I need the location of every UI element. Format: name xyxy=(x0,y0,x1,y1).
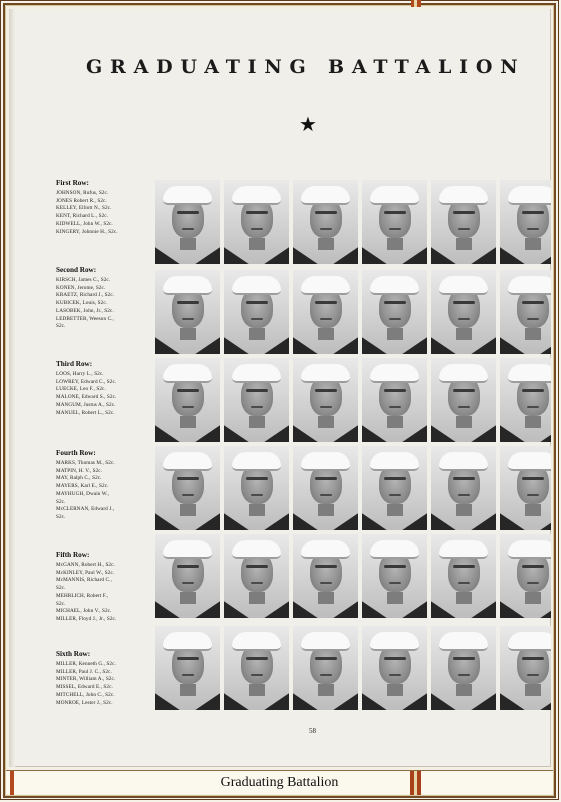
portrait-neck xyxy=(249,328,265,340)
portrait-neck xyxy=(387,684,403,696)
row-title: Second Row: xyxy=(56,266,97,274)
portrait-brow xyxy=(177,301,199,304)
portrait-hat xyxy=(301,364,350,383)
sailor-portrait-photo xyxy=(224,180,289,264)
portrait-mouth xyxy=(527,674,539,676)
row-title: Fourth Row: xyxy=(56,449,96,457)
sailor-portrait-photo xyxy=(155,358,220,442)
sailor-portrait-photo xyxy=(155,534,220,618)
portrait-mouth xyxy=(320,406,332,408)
portrait-brow xyxy=(246,389,268,392)
portrait-neck xyxy=(318,592,334,604)
sailor-portrait-photo xyxy=(431,626,496,710)
portrait-mouth xyxy=(182,582,194,584)
portrait-mouth xyxy=(251,674,263,676)
sailor-name: MATPIN, H. V., S2c. xyxy=(56,467,103,474)
portrait-brow xyxy=(315,477,337,480)
portrait-brow xyxy=(453,477,475,480)
portrait-hat xyxy=(439,452,488,471)
row-caption-block xyxy=(56,360,152,417)
sailor-portrait-photo xyxy=(293,180,358,264)
portrait-mouth xyxy=(458,582,470,584)
portrait-brow xyxy=(384,211,406,214)
row-caption-block xyxy=(56,266,152,331)
portrait-brow xyxy=(246,211,268,214)
portrait-mouth xyxy=(389,318,401,320)
portrait-neck xyxy=(387,416,403,428)
portrait-hat xyxy=(370,276,419,295)
portrait-brow xyxy=(177,657,199,660)
sailor-name: JOHNSON, Rufus, S2c. xyxy=(56,190,109,196)
sailor-portrait-photo xyxy=(431,446,496,530)
portrait-neck xyxy=(456,504,472,516)
portrait-neck xyxy=(180,592,196,604)
sailor-name: JONES Robert R., S2c. xyxy=(56,197,107,204)
portrait-neck xyxy=(249,416,265,428)
portrait-neck xyxy=(318,238,334,250)
portrait-neck xyxy=(180,416,196,428)
row-caption-block xyxy=(56,449,152,522)
portrait-hat xyxy=(163,452,212,471)
sailor-name: McGANN, Robert H., S2c. xyxy=(56,562,115,568)
portrait-mouth xyxy=(527,228,539,230)
sailor-name: MISSEL, Edward E., S2c. xyxy=(56,684,113,691)
sailor-name: MANUEL, Robert L., S2c. xyxy=(56,409,115,416)
sailor-name: MONROE, Lester J., S2c. xyxy=(56,699,113,706)
sailor-portrait-photo xyxy=(224,626,289,710)
portrait-brow xyxy=(246,565,268,568)
portrait-hat xyxy=(508,452,551,471)
row-title: First Row: xyxy=(56,179,89,187)
sailor-portrait-photo xyxy=(293,626,358,710)
sailor-name: KINGERY, Johnnie H., S2c. xyxy=(56,228,118,235)
row-caption-block xyxy=(56,179,152,236)
portrait-brow xyxy=(177,477,199,480)
portrait-neck xyxy=(318,328,334,340)
portrait-hat xyxy=(508,364,551,383)
sailor-name: MINTER, William A., S2c. xyxy=(56,676,116,683)
portrait-brow xyxy=(522,211,544,214)
portrait-mouth xyxy=(320,674,332,676)
portrait-neck xyxy=(180,238,196,250)
portrait-brow xyxy=(522,389,544,392)
portrait-neck xyxy=(318,416,334,428)
portrait-brow xyxy=(522,565,544,568)
portrait-brow xyxy=(177,565,199,568)
sailor-portrait-photo xyxy=(293,270,358,354)
sailor-portrait-photo xyxy=(500,180,551,264)
sailor-portrait-photo xyxy=(155,446,220,530)
portrait-mouth xyxy=(182,318,194,320)
portrait-hat xyxy=(163,186,212,205)
row-title: Third Row: xyxy=(56,360,93,368)
portrait-hat xyxy=(370,364,419,383)
portrait-neck xyxy=(249,238,265,250)
sailor-name: MAY, Ralph C., S2c. xyxy=(56,475,102,482)
portrait-hat xyxy=(301,276,350,295)
portrait-mouth xyxy=(251,228,263,230)
sailor-name: KELLEY, Elliott N., S2c. xyxy=(56,205,112,212)
portrait-mouth xyxy=(251,406,263,408)
sailor-portrait-photo xyxy=(224,358,289,442)
portrait-mouth xyxy=(320,582,332,584)
portrait-mouth xyxy=(389,406,401,408)
portrait-mouth xyxy=(251,494,263,496)
portrait-brow xyxy=(384,477,406,480)
portrait-mouth xyxy=(320,494,332,496)
portrait-mouth xyxy=(527,494,539,496)
portrait-neck xyxy=(525,238,541,250)
portrait-neck xyxy=(249,504,265,516)
sailor-name: LEDBETTER, Weeson C., xyxy=(56,315,114,322)
portrait-photo-grid xyxy=(155,180,551,710)
portrait-hat xyxy=(163,632,212,651)
sailor-name: KENT, Richard L., S2c. xyxy=(56,213,109,220)
portrait-brow xyxy=(177,211,199,214)
sailor-portrait-photo xyxy=(224,446,289,530)
portrait-hat xyxy=(508,632,551,651)
portrait-hat xyxy=(301,452,350,471)
sailor-name: KIRSCH, James C., S2c. xyxy=(56,277,111,283)
portrait-brow xyxy=(246,477,268,480)
portrait-hat xyxy=(508,186,551,205)
portrait-hat xyxy=(370,540,419,559)
sailor-name: S2c. xyxy=(56,585,66,592)
portrait-hat xyxy=(370,632,419,651)
portrait-hat xyxy=(508,540,551,559)
portrait-mouth xyxy=(251,318,263,320)
portrait-mouth xyxy=(527,318,539,320)
sailor-portrait-photo xyxy=(431,534,496,618)
portrait-hat xyxy=(370,452,419,471)
portrait-brow xyxy=(384,389,406,392)
portrait-hat xyxy=(439,632,488,651)
sailor-name: MILLER, Floyd J., Jr., S2c. xyxy=(56,615,117,622)
portrait-hat xyxy=(163,276,212,295)
sailor-name: LASOBEK, John, Jr., S2c. xyxy=(56,307,114,314)
sailor-name: MARKS, Thomas M., S2c. xyxy=(56,460,115,466)
portrait-hat xyxy=(439,186,488,205)
portrait-mouth xyxy=(389,494,401,496)
sailor-portrait-photo xyxy=(362,270,427,354)
portrait-neck xyxy=(525,592,541,604)
sailor-portrait-photo xyxy=(362,180,427,264)
portrait-mouth xyxy=(320,318,332,320)
portrait-hat xyxy=(232,632,281,651)
portrait-mouth xyxy=(458,318,470,320)
portrait-brow xyxy=(384,657,406,660)
portrait-brow xyxy=(315,301,337,304)
portrait-mouth xyxy=(389,228,401,230)
sailor-portrait-photo xyxy=(431,358,496,442)
portrait-brow xyxy=(246,657,268,660)
portrait-mouth xyxy=(458,674,470,676)
portrait-brow xyxy=(522,477,544,480)
portrait-hat xyxy=(301,632,350,651)
sailor-portrait-photo xyxy=(224,534,289,618)
portrait-brow xyxy=(453,211,475,214)
sailor-name: MALONE, Edward S., S2c. xyxy=(56,394,117,401)
portrait-hat xyxy=(163,364,212,383)
caption-bar xyxy=(6,770,553,794)
sailor-portrait-photo xyxy=(500,270,551,354)
portrait-hat xyxy=(370,186,419,205)
row-title: Fifth Row: xyxy=(56,551,90,559)
portrait-mouth xyxy=(320,228,332,230)
sailor-name: KRAETZ, Richard J., S2c. xyxy=(56,292,115,299)
sailor-name: MICHAEL, John V., S2c. xyxy=(56,608,112,615)
sailor-portrait-photo xyxy=(500,534,551,618)
portrait-hat xyxy=(439,540,488,559)
portrait-neck xyxy=(525,328,541,340)
portrait-neck xyxy=(525,684,541,696)
sailor-portrait-photo xyxy=(500,446,551,530)
portrait-hat xyxy=(232,452,281,471)
caption-right-accent xyxy=(410,771,421,795)
portrait-neck xyxy=(387,592,403,604)
sailor-name: LOWREY, Edward C., S2c. xyxy=(56,378,117,385)
portrait-hat xyxy=(232,540,281,559)
portrait-neck xyxy=(180,504,196,516)
portrait-neck xyxy=(456,416,472,428)
portrait-brow xyxy=(177,389,199,392)
portrait-neck xyxy=(456,684,472,696)
frame-clip-decoration xyxy=(411,0,421,7)
caption-text: Graduating Battalion xyxy=(220,775,339,790)
sailor-name: McCLERNAN, Edward J., xyxy=(56,506,115,513)
sailor-name: S2c. xyxy=(56,513,66,520)
sailor-name: McKINLEY, Paul W., S2c. xyxy=(56,569,115,576)
star-icon: ★ xyxy=(299,114,317,136)
portrait-neck xyxy=(387,328,403,340)
portrait-hat xyxy=(301,540,350,559)
sailor-portrait-photo xyxy=(155,270,220,354)
sailor-portrait-photo xyxy=(362,626,427,710)
sailor-name: S2c. xyxy=(56,323,66,330)
portrait-hat xyxy=(439,276,488,295)
portrait-neck xyxy=(387,238,403,250)
portrait-brow xyxy=(453,657,475,660)
portrait-brow xyxy=(315,657,337,660)
portrait-mouth xyxy=(458,494,470,496)
portrait-hat xyxy=(508,276,551,295)
portrait-mouth xyxy=(527,582,539,584)
portrait-neck xyxy=(456,238,472,250)
portrait-neck xyxy=(456,592,472,604)
portrait-hat xyxy=(439,364,488,383)
row-title: Sixth Row: xyxy=(56,650,91,658)
portrait-brow xyxy=(453,565,475,568)
sailor-name: MANGUM, Justus A., S2c. xyxy=(56,401,116,408)
sailor-name: MAYHUGH, Dwain W., xyxy=(56,490,110,497)
portrait-brow xyxy=(453,301,475,304)
portrait-mouth xyxy=(389,674,401,676)
sailor-portrait-photo xyxy=(293,358,358,442)
portrait-mouth xyxy=(389,582,401,584)
portrait-brow xyxy=(522,301,544,304)
sailor-name: KIDWELL, John W., S2c. xyxy=(56,220,113,227)
sailor-portrait-photo xyxy=(500,358,551,442)
sailor-name: McMANNIS, Richard C., xyxy=(56,577,112,584)
sailor-portrait-photo xyxy=(431,270,496,354)
portrait-neck xyxy=(456,328,472,340)
portrait-mouth xyxy=(182,674,194,676)
sailor-portrait-photo xyxy=(293,446,358,530)
sailor-portrait-photo xyxy=(224,270,289,354)
portrait-hat xyxy=(163,540,212,559)
portrait-mouth xyxy=(527,406,539,408)
portrait-brow xyxy=(384,301,406,304)
sailor-name: MITCHELL, John C., S2c. xyxy=(56,691,115,698)
sailor-portrait-photo xyxy=(155,180,220,264)
portrait-brow xyxy=(522,657,544,660)
portrait-neck xyxy=(180,684,196,696)
sailor-name: KONEN, Jerome, S2c. xyxy=(56,284,106,291)
portrait-hat xyxy=(301,186,350,205)
sailor-name: MILLER, Kenneth G., S2c. xyxy=(56,661,116,667)
sailor-portrait-photo xyxy=(293,534,358,618)
portrait-brow xyxy=(384,565,406,568)
portrait-brow xyxy=(315,565,337,568)
portrait-mouth xyxy=(251,582,263,584)
portrait-neck xyxy=(180,328,196,340)
portrait-hat xyxy=(232,186,281,205)
sailor-portrait-photo xyxy=(155,626,220,710)
portrait-mouth xyxy=(182,228,194,230)
portrait-neck xyxy=(318,504,334,516)
sailor-portrait-photo xyxy=(362,534,427,618)
portrait-brow xyxy=(315,211,337,214)
sailor-name: LUECKE, Leo F., S2c. xyxy=(56,386,106,393)
portrait-mouth xyxy=(458,406,470,408)
sailor-portrait-photo xyxy=(431,180,496,264)
portrait-hat xyxy=(232,364,281,383)
page-number: 58 xyxy=(309,727,316,735)
portrait-neck xyxy=(525,416,541,428)
portrait-brow xyxy=(453,389,475,392)
portrait-mouth xyxy=(458,228,470,230)
portrait-mouth xyxy=(182,406,194,408)
sailor-name: S2c. xyxy=(56,600,66,607)
row-caption-block xyxy=(56,551,152,624)
page-gutter-shadow xyxy=(9,9,15,767)
portrait-hat xyxy=(232,276,281,295)
page-heading: GRADUATING BATTALION xyxy=(86,56,526,78)
sailor-name: KUBICEK, Louis, S2c. xyxy=(56,300,108,307)
portrait-neck xyxy=(318,684,334,696)
portrait-neck xyxy=(249,684,265,696)
portrait-neck xyxy=(387,504,403,516)
portrait-neck xyxy=(525,504,541,516)
portrait-neck xyxy=(249,592,265,604)
sailor-name: LOOS, Harry L., S2c. xyxy=(56,371,104,377)
sailor-name: MILLER, Paul J. C., S2c. xyxy=(56,668,112,675)
sailor-name: S2c. xyxy=(56,498,66,505)
sailor-portrait-photo xyxy=(500,626,551,710)
sailor-portrait-photo xyxy=(362,358,427,442)
portrait-brow xyxy=(315,389,337,392)
sailor-portrait-photo xyxy=(362,446,427,530)
row-caption-block xyxy=(56,650,152,707)
portrait-mouth xyxy=(182,494,194,496)
sailor-name: MEHRLICH, Robert F., xyxy=(56,592,109,599)
sailor-name: MAYERS, Karl E., S2c. xyxy=(56,483,109,490)
portrait-brow xyxy=(246,301,268,304)
